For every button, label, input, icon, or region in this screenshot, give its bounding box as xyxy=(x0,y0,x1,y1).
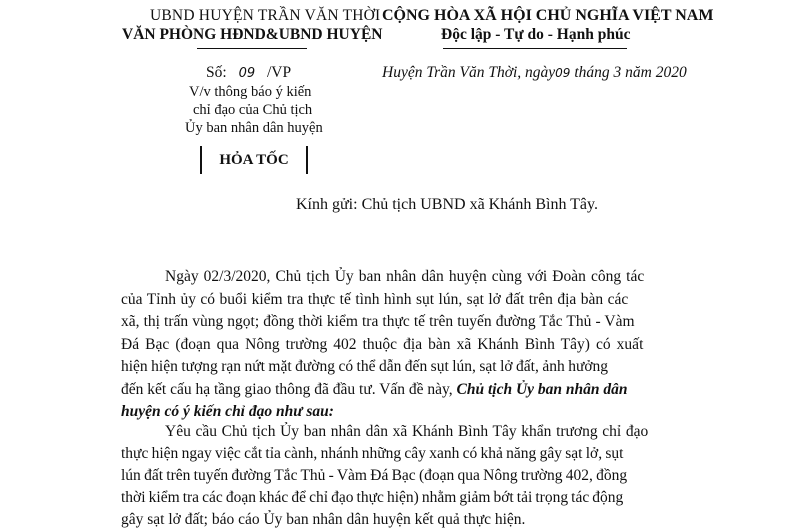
left-header-underline xyxy=(197,48,307,49)
right-header-underline xyxy=(443,48,627,49)
paragraph-1-line-1: Ngày 02/3/2020, Chủ tịch Ủy ban nhân dân huyện cùng với Đoàn công tác xyxy=(165,268,645,285)
subject-line-1: V/v thông báo ý kiến xyxy=(189,84,312,100)
date-rest: tháng 3 năm 2020 xyxy=(574,64,687,81)
paragraph-1-line-2: của Tỉnh ủy có buổi kiểm tra thực tế tình hình sụt lún, sạt lở đất trên địa bàn các xyxy=(121,291,629,308)
paragraph-1-emphasis-b: huyện có ý kiến chỉ đạo như sau: xyxy=(121,403,334,420)
document-number-label: Số: xyxy=(206,64,227,81)
document-number-suffix: /VP xyxy=(266,64,292,81)
issuing-authority: UBND HUYỆN TRẦN VĂN THỜI xyxy=(150,7,381,24)
paragraph-2-line-5: gây sạt lở đất; báo cáo Ủy ban nhân dân huyện kết quả thực hiện. xyxy=(121,511,526,528)
urgency-stamp xyxy=(200,146,308,174)
paragraph-1-line-4: Đá Bạc (đoạn qua Nông trường 402 thuộc địa bàn xã Khánh Bình Tây) có xuất xyxy=(121,336,644,353)
urgency-stamp-text: HỎA TỐC xyxy=(219,151,289,168)
paragraph-2-line-4: thời kiểm tra các đoạn khác để chỉ đạo thực hiện) nhằm giảm bớt tải trọng tác động xyxy=(121,489,624,506)
issuing-office: VĂN PHÒNG HĐND&UBND HUYỆN xyxy=(122,26,383,43)
document-number xyxy=(206,64,291,82)
paragraph-2-line-2: thực hiện ngay việc cắt tỉa cành, nhánh những cây xanh có khả năng gây sạt lở, sụt xyxy=(121,445,624,462)
paragraph-2-line-3: lún đất trên tuyến đường Tắc Thủ - Vàm Đá Bạc (đoạn qua Nông trường 402, đồng xyxy=(121,467,628,484)
paragraph-1-line-5: hiện hiện tượng rạn nứt mặt đường có thể dẫn đến sụt lún, sạt lở đất, ảnh hưởng xyxy=(121,358,609,375)
date-day: 09 xyxy=(555,66,571,80)
date-place: Huyện Trần Văn Thời, ngày xyxy=(382,64,556,81)
recipient-line: Kính gửi: Chủ tịch UBND xã Khánh Bình Tây. xyxy=(296,196,598,213)
paragraph-1-line-3: xã, thị trấn vùng ngọt; đồng thời kiểm tra thực tế trên tuyến đường Tắc Thủ - Vàm xyxy=(121,313,635,330)
paragraph-1-emphasis-a: Chủ tịch Ủy ban nhân dân xyxy=(456,381,628,398)
national-motto: Độc lập - Tự do - Hạnh phúc xyxy=(441,26,631,43)
subject-line-2: chỉ đạo của Chủ tịch xyxy=(193,102,313,118)
date-line xyxy=(382,64,687,82)
paragraph-1-line-6 xyxy=(121,381,628,399)
subject-line-3: Ủy ban nhân dân huyện xyxy=(185,120,323,136)
paragraph-1-line-6-text: đến kết cấu hạ tầng giao thông đã đầu tư. Vấn đề này, xyxy=(121,381,453,398)
document-number-value: 09 xyxy=(238,66,256,81)
paragraph-2-line-1: Yêu cầu Chủ tịch Ủy ban nhân dân xã Khánh Bình Tây khẩn trương chỉ đạo xyxy=(165,423,649,440)
national-title: CỘNG HÒA XÃ HỘI CHỦ NGHĨA VIỆT NAM xyxy=(382,7,714,24)
